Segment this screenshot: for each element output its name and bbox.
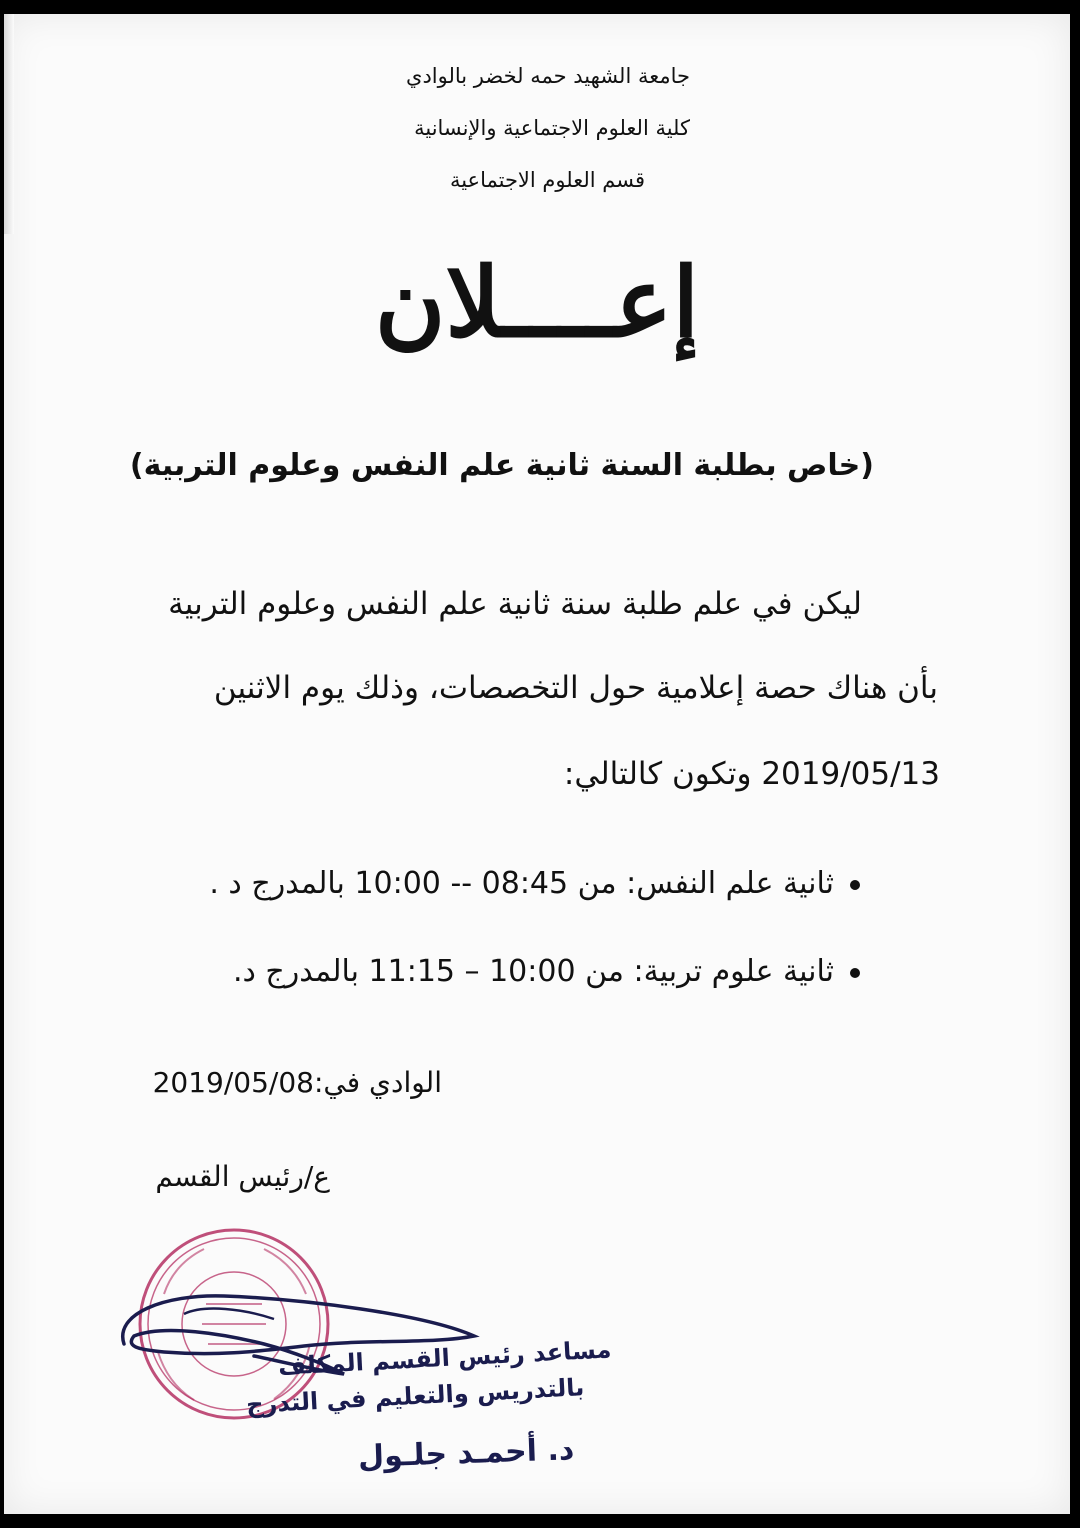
document-page [4, 14, 1070, 1514]
bullet-icon [850, 880, 860, 890]
signatory-name: د. أحمـد جلـول [357, 1432, 575, 1475]
schedule-item-education [233, 954, 860, 989]
bullet-icon [850, 968, 860, 978]
faculty-name: كلية العلوم الاجتماعية والإنسانية [414, 116, 690, 140]
body-line-1: ليكن في علم طلبة سنة ثانية علم النفس وعلوم التربية [168, 586, 862, 622]
body-line-2: بأن هناك حصة إعلامية حول التخصصات، وذلك يوم الاثنين [213, 670, 938, 706]
body-line-3: 2019/05/13 وتكون كالتالي: [563, 756, 940, 792]
schedule-item-text: ثانية علوم تربية: من 10:00 – 11:15 بالمدرج د. [233, 954, 834, 989]
signatory-title-line-1: مساعد رئيس القسم المكلف [277, 1335, 613, 1381]
scan-edge [4, 14, 14, 234]
announcement-subtitle: (خاص بطلبة السنة ثانية علم النفس وعلوم التربية) [129, 448, 874, 483]
schedule-item-text: ثانية علم النفس: من 08:45 -- 10:00 بالمدرج د . [209, 866, 834, 901]
on-behalf-of-head: ع/رئيس القسم [155, 1160, 330, 1193]
signatory-title-line-2: بالتدريس والتعليم في التدرج [245, 1373, 585, 1419]
announcement-title: إعــــلان [374, 246, 700, 359]
department-name: قسم العلوم الاجتماعية [449, 168, 645, 192]
schedule-item-psychology [209, 866, 860, 901]
university-name: جامعة الشهيد حمه لخضر بالوادي [406, 64, 690, 88]
place-and-date: الوادي في:2019/05/08 [152, 1066, 442, 1099]
